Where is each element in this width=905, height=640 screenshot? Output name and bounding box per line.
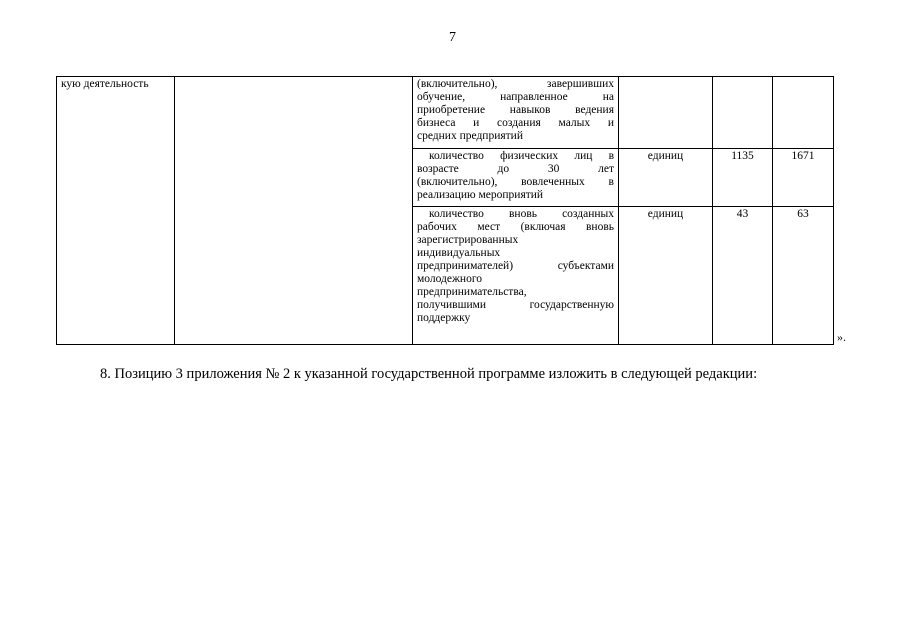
table-cell-unit xyxy=(619,77,713,149)
table-cell-value: 43 xyxy=(713,207,773,345)
table-cell-section xyxy=(57,77,175,345)
indicator-line: количество вновь созданных xyxy=(429,208,614,220)
table-cell-value xyxy=(773,77,834,149)
indicator-line: бизнеса и создания малых и xyxy=(417,117,614,129)
indicator-line: реализацию мероприятий xyxy=(417,189,544,201)
table-cell-value xyxy=(713,77,773,149)
indicator-line: средних предприятий xyxy=(417,130,523,142)
indicator-line: молодежного xyxy=(417,273,483,285)
page-number: 7 xyxy=(449,30,456,45)
table-cell-indicator xyxy=(413,149,619,207)
indicator-line: возрасте до 30 лет xyxy=(417,163,614,175)
indicator-line: приобретение навыков ведения xyxy=(417,104,614,116)
indicator-line: получившими государственную xyxy=(417,299,614,311)
indicator-line: рабочих мест (включая вновь xyxy=(417,221,614,233)
table-cell-value: 1135 xyxy=(713,149,773,207)
body-paragraph: 8. Позицию 3 приложения № 2 к указанной государственной программе изложить в следующей редакции: xyxy=(100,366,758,382)
closing-quote: ». xyxy=(837,330,846,344)
table-cell-unit: единиц xyxy=(619,149,713,207)
indicator-line: предпринимателей) субъектами xyxy=(417,260,614,272)
table-cell-indicator xyxy=(413,207,619,345)
indicator-line: индивидуальных xyxy=(417,247,501,259)
indicator-line: зарегистрированных xyxy=(417,234,519,246)
table-cell-value: 63 xyxy=(773,207,834,345)
table-cell-value: 1671 xyxy=(773,149,834,207)
indicator-line: (включительно), вовлеченных в xyxy=(417,176,614,188)
table-cell-empty xyxy=(175,77,413,345)
indicator-line: количество физических лиц в xyxy=(429,150,614,162)
indicator-line: обучение, направленное на xyxy=(417,91,614,103)
indicator-line: (включительно), завершивших xyxy=(417,78,614,90)
indicator-line: предпринимательства, xyxy=(417,286,527,298)
table-row xyxy=(57,77,834,149)
table-cell-indicator xyxy=(413,77,619,149)
indicator-line: поддержку xyxy=(417,312,471,324)
table-cell-unit: единиц xyxy=(619,207,713,345)
indicators-table xyxy=(56,76,834,345)
cell-text: кую деятельность xyxy=(61,78,149,90)
